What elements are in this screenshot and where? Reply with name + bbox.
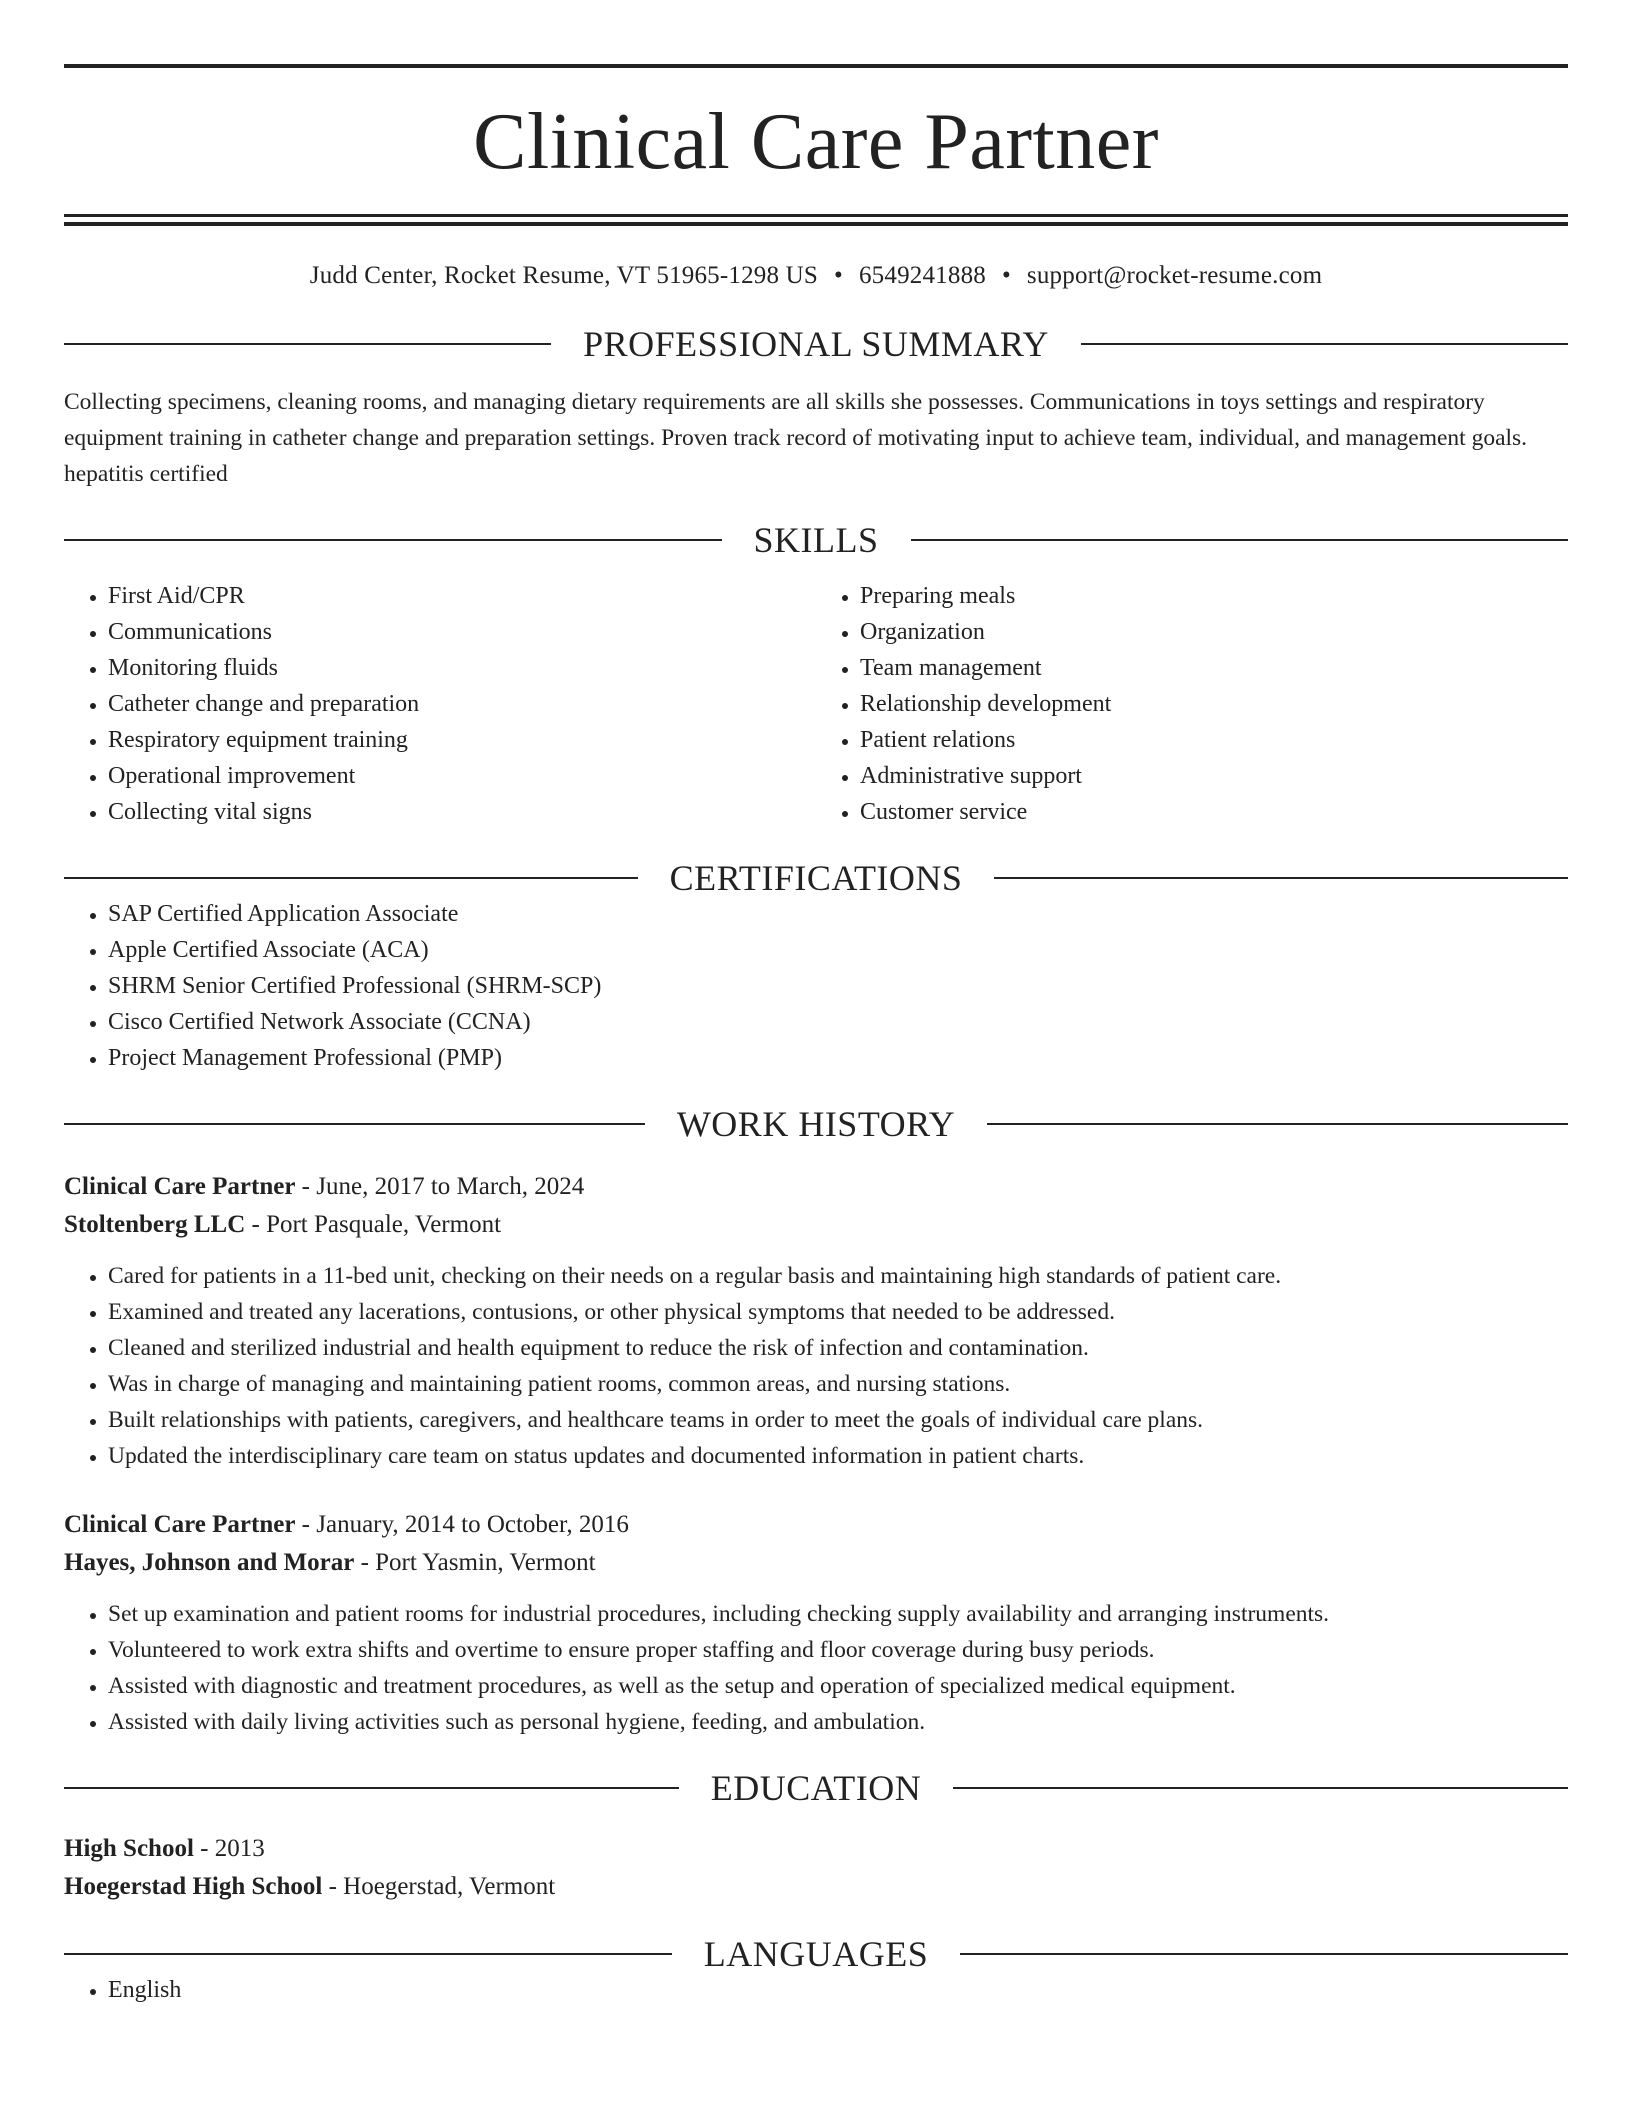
skills-grid — [64, 578, 1568, 830]
job-duty: • Set up examination and patient rooms for industrial procedures, including checking supply availability and arranging instruments. — [108, 1596, 1568, 1632]
section-heading-languages — [64, 1936, 1568, 1972]
certification-item: • Apple Certified Associate (ACA) — [108, 932, 1568, 968]
skill-item: • Preparing meals — [860, 578, 1568, 614]
job-location: - Port Pasquale, Vermont — [245, 1211, 502, 1238]
skill-item: • Catheter change and preparation — [108, 686, 816, 722]
skill-item: • Collecting vital signs — [108, 794, 816, 830]
section-heading-education — [64, 1770, 1568, 1806]
job-title: Clinical Care Partner — [64, 1173, 296, 1200]
section-heading-work — [64, 1106, 1568, 1142]
job-title: Clinical Care Partner — [64, 1511, 296, 1538]
job-title-line — [64, 1506, 1568, 1544]
skill-item: • Administrative support — [860, 758, 1568, 794]
job-company: Stoltenberg LLC — [64, 1211, 246, 1238]
heading-rule — [64, 1787, 679, 1789]
heading-label: PROFESSIONAL SUMMARY — [583, 324, 1049, 364]
job-duties-list — [64, 1258, 1568, 1474]
heading-rule — [64, 539, 722, 541]
skill-item: • Relationship development — [860, 686, 1568, 722]
job-duty: • Cared for patients in a 11-bed unit, checking on their needs on a regular basis and maintaining high standards of patient care. — [108, 1258, 1568, 1294]
section-heading-summary — [64, 326, 1568, 362]
education-year: - 2013 — [193, 1835, 265, 1862]
certification-item: • Project Management Professional (PMP) — [108, 1040, 1568, 1076]
certification-item: • Cisco Certified Network Associate (CCNA) — [108, 1004, 1568, 1040]
heading-rule — [953, 1787, 1568, 1789]
job-duty: • Assisted with daily living activities such as personal hygiene, feeding, and ambulation. — [108, 1704, 1568, 1740]
heading-rule — [64, 343, 551, 345]
job-title-line — [64, 1168, 1568, 1206]
heading-rule — [960, 1953, 1568, 1955]
job-company-line — [64, 1206, 1568, 1244]
section-heading-skills — [64, 522, 1568, 558]
contact-separator: • — [834, 262, 843, 289]
language-item: • English — [108, 1972, 1568, 2008]
skills-list-right — [816, 578, 1568, 830]
heading-label: EDUCATION — [710, 1768, 922, 1808]
heading-label: WORK HISTORY — [676, 1104, 956, 1144]
job-duty: • Updated the interdisciplinary care team on status updates and documented information in patient charts. — [108, 1438, 1568, 1474]
job-company-line — [64, 1544, 1568, 1582]
skill-item: • Customer service — [860, 794, 1568, 830]
skill-item: • Organization — [860, 614, 1568, 650]
certification-item: • SHRM Senior Certified Professional (SHRM-SCP) — [108, 968, 1568, 1004]
heading-rule — [64, 1953, 672, 1955]
summary-text: Collecting specimens, cleaning rooms, and managing dietary requirements are all skills she possesses. Communications in toys settings and respiratory equipment training in catheter change and preparation settings. Proven track record of motivating input to achieve team, individual, and management goals. hepatitis certified — [64, 389, 1528, 487]
education-location: - Hoegerstad, Vermont — [322, 1873, 556, 1900]
job-entry — [64, 1168, 1568, 1474]
job-dates: - June, 2017 to March, 2024 — [295, 1173, 585, 1200]
job-duty: • Volunteered to work extra shifts and overtime to ensure proper staffing and floor coverage during busy periods. — [108, 1632, 1568, 1668]
heading-label: LANGUAGES — [703, 1934, 929, 1974]
job-entry — [64, 1506, 1568, 1740]
skills-list-left — [64, 578, 816, 830]
skill-item: • First Aid/CPR — [108, 578, 816, 614]
job-company: Hayes, Johnson and Morar — [64, 1549, 355, 1576]
heading-rule — [1081, 343, 1568, 345]
skill-item: • Communications — [108, 614, 816, 650]
certification-item: • SAP Certified Application Associate — [108, 896, 1568, 932]
education-school: Hoegerstad High School — [64, 1873, 323, 1900]
resume-title: Clinical Care Partner — [473, 98, 1159, 186]
job-duty: • Assisted with diagnostic and treatment procedures, as well as the setup and operation of specialized medical equipment. — [108, 1668, 1568, 1704]
job-duty: • Examined and treated any lacerations, contusions, or other physical symptoms that needed to be addressed. — [108, 1294, 1568, 1330]
top-rule — [64, 64, 1568, 68]
heading-label: CERTIFICATIONS — [669, 858, 963, 898]
job-duties-list — [64, 1596, 1568, 1740]
contact-line — [64, 262, 1568, 290]
job-dates: - January, 2014 to October, 2016 — [295, 1511, 629, 1538]
heading-rule — [64, 877, 638, 879]
contact-separator: • — [1001, 262, 1011, 289]
contact-email: support@rocket-resume.com — [1026, 262, 1323, 289]
certifications-list — [64, 896, 1568, 1076]
title-double-rule — [64, 214, 1568, 226]
job-duty: • Built relationships with patients, caregivers, and healthcare teams in order to meet the goals of individual care plans. — [108, 1402, 1568, 1438]
skill-item: • Respiratory equipment training — [108, 722, 816, 758]
heading-rule — [911, 539, 1569, 541]
education-entry — [64, 1830, 1568, 1906]
languages-list — [64, 1972, 1568, 2008]
heading-rule — [987, 1123, 1568, 1125]
skill-item: • Patient relations — [860, 722, 1568, 758]
skill-item: • Monitoring fluids — [108, 650, 816, 686]
skill-item: • Operational improvement — [108, 758, 816, 794]
job-duty: • Cleaned and sterilized industrial and health equipment to reduce the risk of infection and contamination. — [108, 1330, 1568, 1366]
heading-rule — [64, 1123, 645, 1125]
job-duty: • Was in charge of managing and maintaining patient rooms, common areas, and nursing stations. — [108, 1366, 1568, 1402]
contact-address: Judd Center, Rocket Resume, VT 51965-1298 US — [309, 262, 819, 289]
section-heading-certifications — [64, 860, 1568, 896]
heading-rule — [994, 877, 1568, 879]
contact-phone: 6549241888 — [858, 262, 986, 289]
education-degree: High School — [64, 1835, 194, 1862]
education-degree-line — [64, 1830, 1568, 1868]
skill-item: • Team management — [860, 650, 1568, 686]
job-location: - Port Yasmin, Vermont — [354, 1549, 596, 1576]
education-school-line — [64, 1868, 1568, 1906]
heading-label: SKILLS — [753, 520, 879, 560]
